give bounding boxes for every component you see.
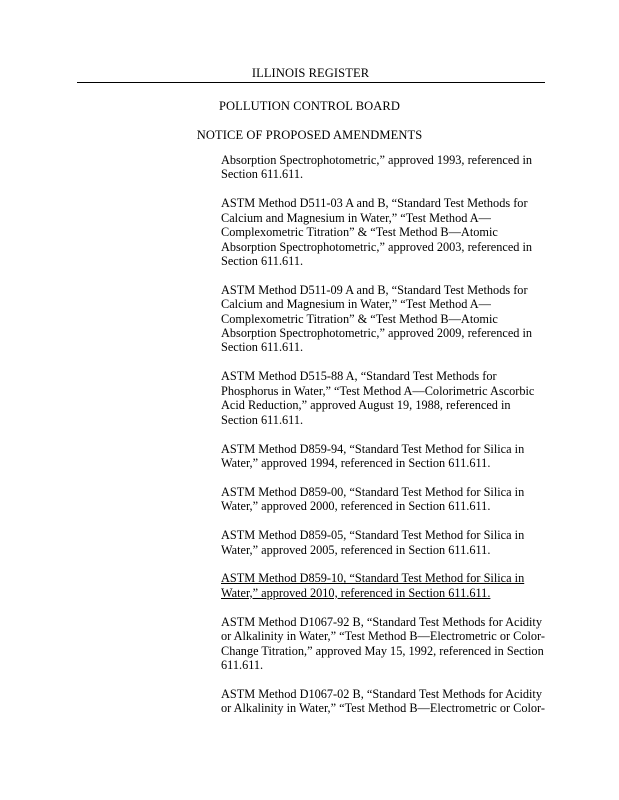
reference-item: ASTM Method D1067-92 B, “Standard Test Methods for Acidity or Alkalinity in Water,” “Test Method B—Electrometric or Color-Change Titration,” approved May 15, 1992, referenced in Section 611.611. [221, 614, 545, 672]
reference-item: ASTM Method D859-94, “Standard Test Method for Silica in Water,” approved 1994, referenced in Section 611.611. [221, 441, 525, 470]
reference-item: ASTM Method D515-88 A, “Standard Test Methods for Phosphorus in Water,” “Test Method A—Colorimetric Ascorbic Acid Reduction,” approved August 19, 1988, referenced in Section 611.611. [221, 369, 535, 427]
notice-title: NOTICE OF PROPOSED AMENDMENTS [196, 128, 423, 142]
board-title: POLLUTION CONTROL BOARD [219, 99, 400, 113]
reference-item: ASTM Method D1067-02 B, “Standard Test Methods for Acidity or Alkalinity in Water,” “Test Method B—Electrometric or Color- [221, 686, 545, 716]
register-title: ILLINOIS REGISTER [251, 66, 370, 80]
header-divider [77, 82, 545, 83]
reference-item: Absorption Spectrophotometric,” approved 1993, referenced in Section 611.611. [221, 153, 533, 182]
reference-item: ASTM Method D511-03 A and B, “Standard Test Methods for Calcium and Magnesium in Water,” “Test Method A—Complexometric Titration” & “Test Method B—Atomic Absorption Spectrophotometric,” approved 2003, referenced in Section 611.611. [221, 196, 533, 268]
reference-list [221, 153, 545, 730]
reference-item: ASTM Method D859-00, “Standard Test Method for Silica in Water,” approved 2000, referenced in Section 611.611. [221, 484, 525, 514]
reference-item-added: ASTM Method D859-10, “Standard Test Method for Silica in Water,” approved 2010, referenced in Section 611.611. [221, 571, 525, 600]
reference-item: ASTM Method D859-05, “Standard Test Method for Silica in Water,” approved 2005, referenced in Section 611.611. [221, 528, 525, 557]
reference-item: ASTM Method D511-09 A and B, “Standard Test Methods for Calcium and Magnesium in Water,” “Test Method A—Complexometric Titration” & “Test Method B—Atomic Absorption Spectrophotometric,” approved 2009, referenced in Section 611.611. [221, 282, 533, 355]
